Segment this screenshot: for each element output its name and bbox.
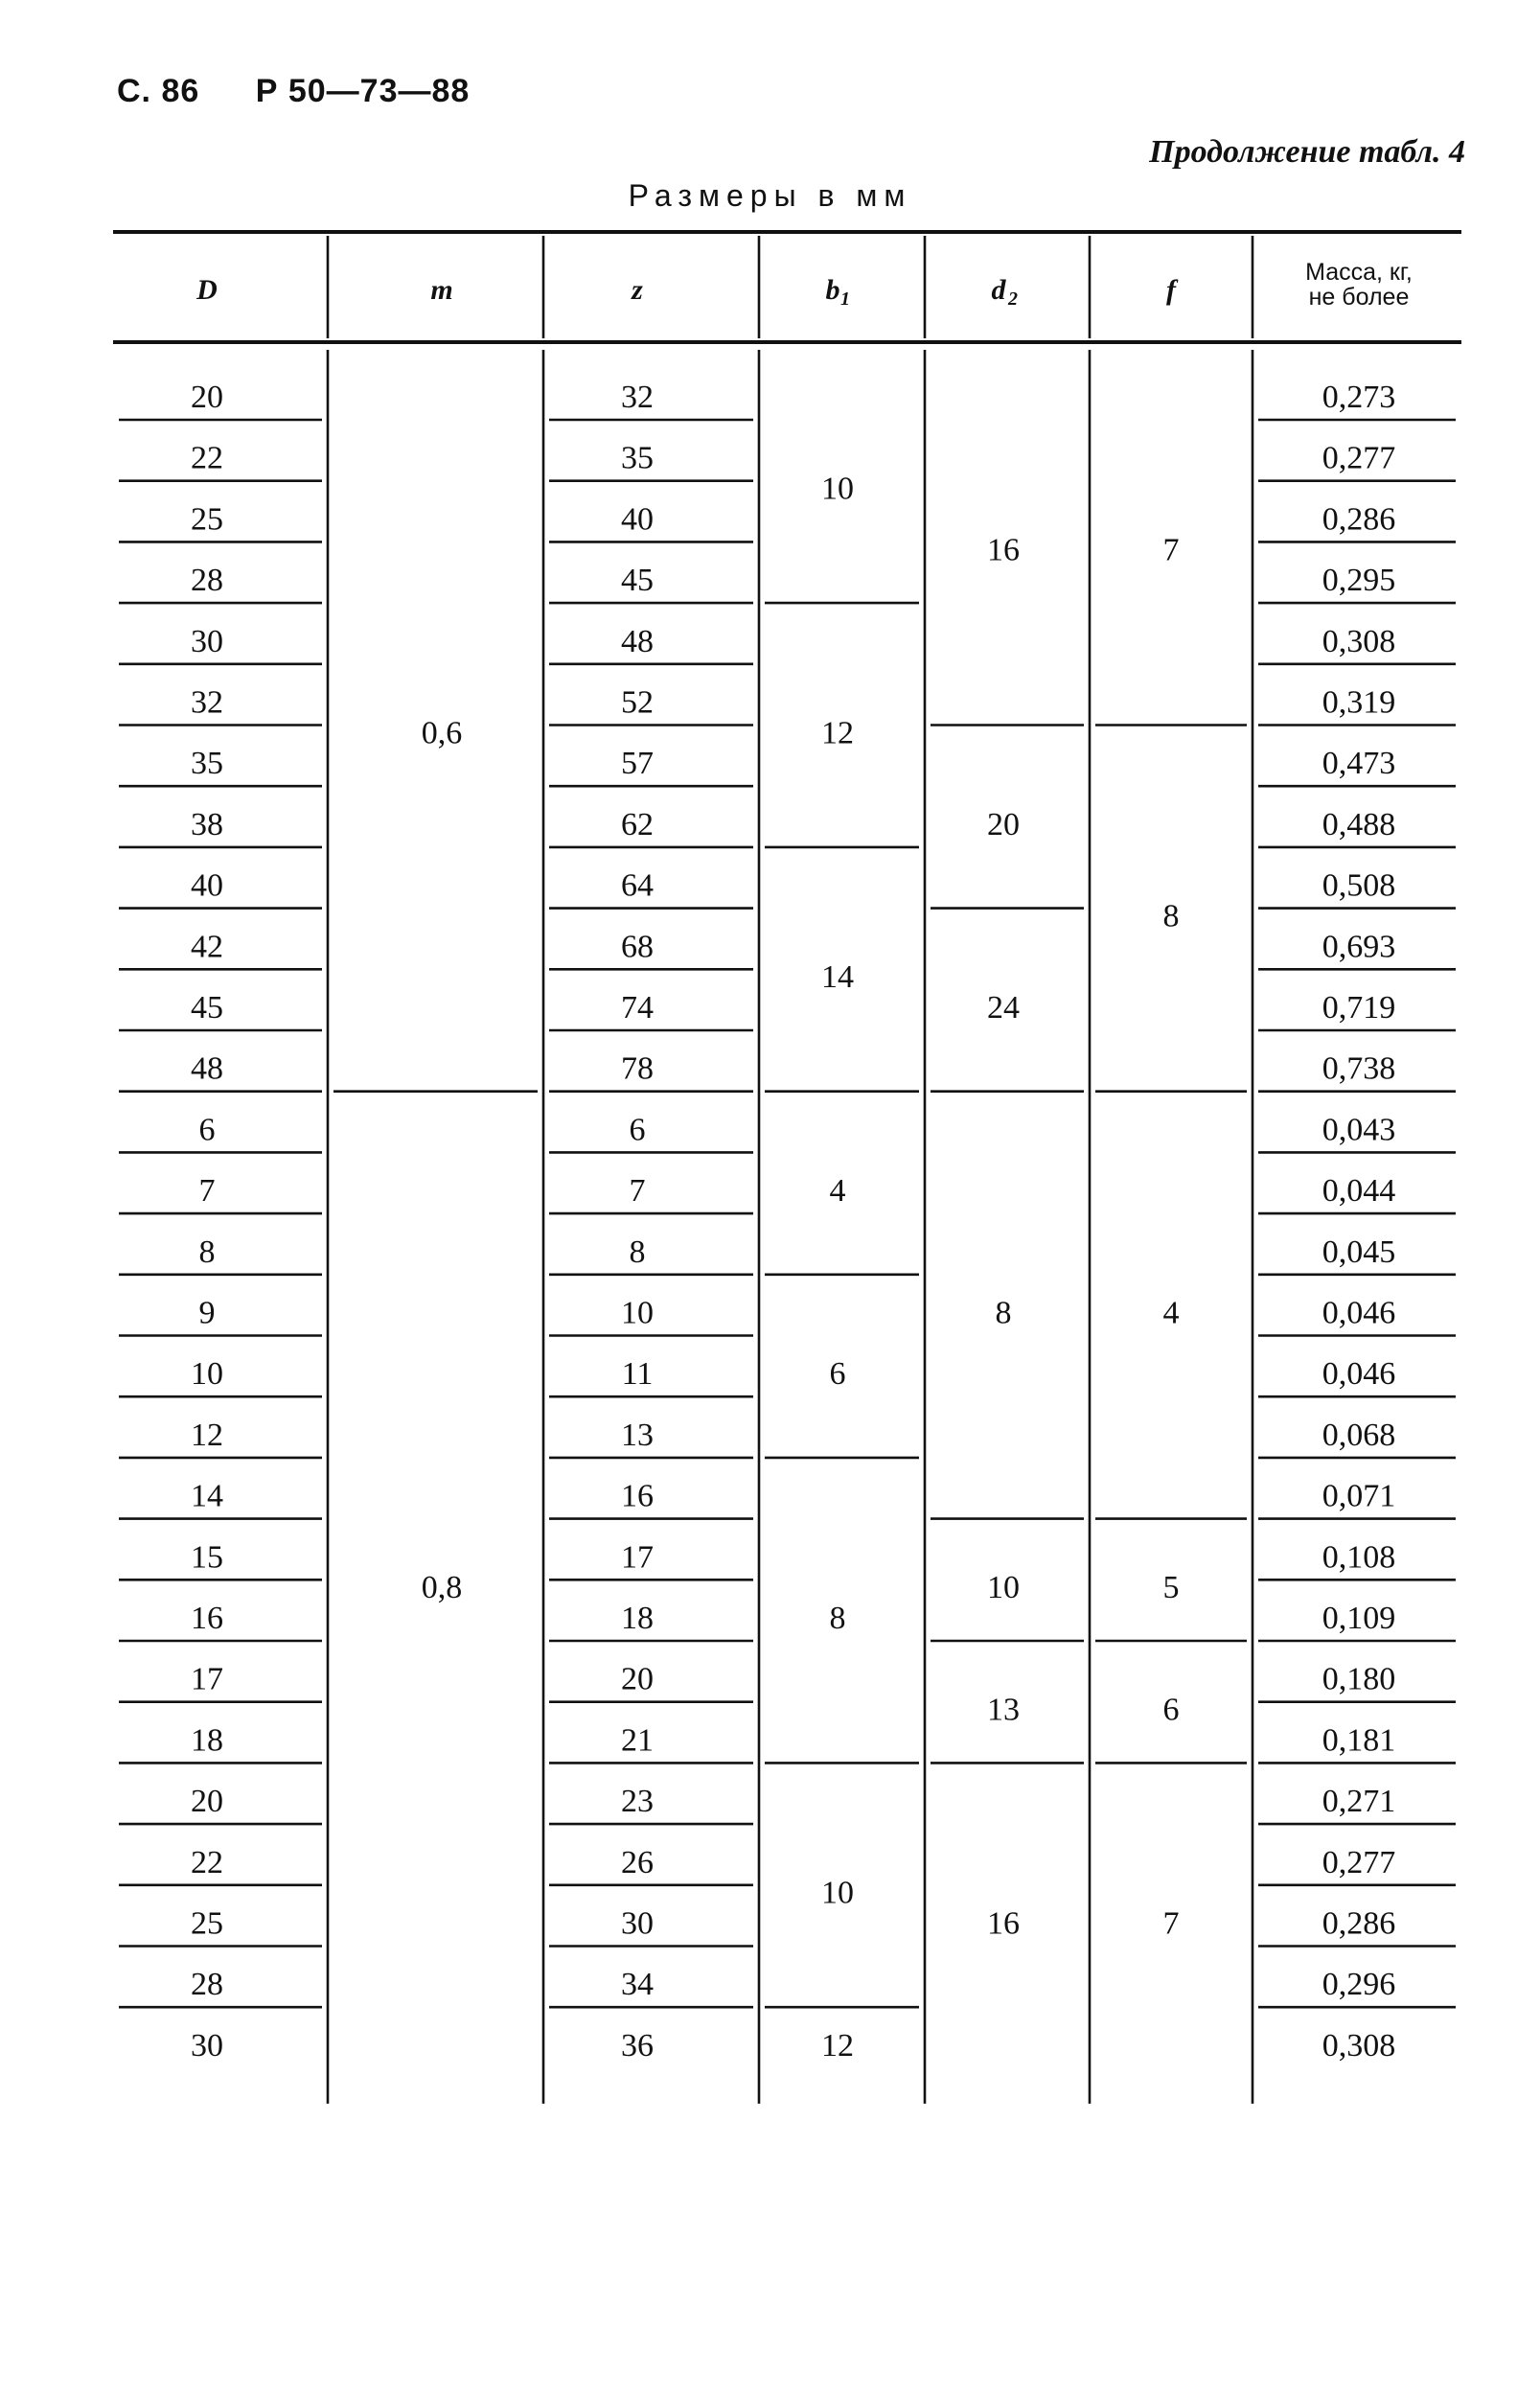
cell-b1: 10: [821, 1875, 854, 1911]
cell-z: 64: [621, 867, 654, 904]
cell-z: 78: [621, 1050, 654, 1087]
cell-d: 30: [191, 623, 223, 659]
cell-d: 42: [191, 929, 223, 965]
cell-d: 28: [191, 563, 223, 599]
header-mass-line2: не более: [1308, 284, 1410, 311]
cell-z: 20: [621, 1661, 654, 1697]
cell-mass: 0,508: [1322, 867, 1396, 904]
cell-z: 62: [621, 806, 654, 842]
cell-d: 12: [191, 1417, 223, 1453]
cell-d: 32: [191, 684, 223, 721]
cell-f: 7: [1162, 1905, 1180, 1942]
cell-d2: 24: [987, 990, 1020, 1026]
cell-d: 6: [198, 1112, 216, 1148]
cell-mass: 0,045: [1322, 1234, 1396, 1270]
cell-d2: 10: [987, 1570, 1020, 1606]
header-d2-subscript: 2: [1008, 288, 1018, 310]
cell-mass: 0,273: [1322, 380, 1396, 415]
cell-z: 8: [629, 1234, 646, 1270]
cell-mass: 0,277: [1322, 440, 1396, 476]
cell-mass: 0,046: [1322, 1295, 1396, 1331]
cell-d: 8: [198, 1234, 216, 1270]
page-number: С. 86: [117, 73, 200, 109]
header-m: m: [430, 274, 453, 306]
cell-d: 16: [191, 1601, 223, 1636]
cell-z: 18: [621, 1601, 654, 1636]
cell-mass: 0,488: [1322, 806, 1396, 842]
cell-m: 0,8: [421, 1570, 463, 1606]
cell-d: 22: [191, 440, 223, 476]
cell-z: 74: [621, 990, 654, 1026]
cell-z: 40: [621, 501, 654, 538]
header-f: f: [1166, 274, 1176, 306]
cell-z: 10: [621, 1295, 654, 1331]
cell-mass: 0,271: [1322, 1784, 1396, 1820]
cell-d2: 13: [987, 1692, 1020, 1728]
cell-z: 57: [621, 746, 654, 782]
cell-b1: 4: [829, 1173, 846, 1210]
cell-mass: 0,738: [1322, 1050, 1396, 1087]
cell-d: 20: [191, 380, 223, 415]
cell-d: 17: [191, 1661, 223, 1697]
cell-mass: 0,286: [1322, 1905, 1396, 1942]
cell-b1: 10: [821, 471, 854, 507]
cell-f: 5: [1162, 1570, 1180, 1606]
cell-d: 38: [191, 806, 223, 842]
cell-f: 8: [1162, 898, 1180, 934]
cell-b1: 12: [821, 715, 854, 751]
cell-d2: 16: [987, 1905, 1020, 1942]
cell-z: 16: [621, 1478, 654, 1514]
cell-b1: 6: [829, 1356, 846, 1393]
cell-d: 18: [191, 1722, 223, 1759]
cell-d2: 20: [987, 806, 1020, 842]
cell-m: 0,6: [421, 715, 463, 751]
cell-mass: 0,277: [1322, 1844, 1396, 1880]
cell-mass: 0,693: [1322, 929, 1396, 965]
cell-d: 45: [191, 990, 223, 1026]
cell-b1: 14: [821, 959, 854, 996]
cell-b1: 12: [821, 2027, 854, 2064]
cell-mass: 0,308: [1322, 2027, 1396, 2064]
cell-d2: 16: [987, 532, 1020, 568]
cell-f: 4: [1162, 1295, 1180, 1331]
cell-mass: 0,044: [1322, 1173, 1396, 1210]
cell-f: 6: [1162, 1692, 1180, 1728]
header-mass-line1: Масса, кг,: [1305, 259, 1413, 286]
cell-z: 17: [621, 1539, 654, 1576]
cell-d: 14: [191, 1478, 223, 1514]
cell-mass: 0,308: [1322, 623, 1396, 659]
cell-z: 32: [621, 380, 654, 415]
cell-d: 30: [191, 2027, 223, 2064]
cell-d: 15: [191, 1539, 223, 1576]
cell-mass: 0,286: [1322, 501, 1396, 538]
cell-mass: 0,296: [1322, 1967, 1396, 2003]
cell-mass: 0,180: [1322, 1661, 1396, 1697]
cell-d2: 8: [995, 1295, 1012, 1331]
cell-d: 20: [191, 1784, 223, 1820]
cell-z: 23: [621, 1784, 654, 1820]
cell-f: 7: [1162, 532, 1180, 568]
cell-mass: 0,068: [1322, 1417, 1396, 1453]
cell-z: 13: [621, 1417, 654, 1453]
cell-z: 11: [621, 1356, 654, 1393]
table-continuation-label: Продолжение табл. 4: [1149, 134, 1465, 170]
cell-mass: 0,109: [1322, 1601, 1396, 1636]
cell-mass: 0,295: [1322, 563, 1396, 599]
cell-d: 22: [191, 1844, 223, 1880]
cell-d: 10: [191, 1356, 223, 1393]
cell-d: 25: [191, 501, 223, 538]
cell-z: 6: [629, 1112, 646, 1148]
cell-d: 48: [191, 1050, 223, 1087]
cell-z: 45: [621, 563, 654, 599]
cell-z: 7: [629, 1173, 646, 1210]
cell-z: 35: [621, 440, 654, 476]
cell-z: 26: [621, 1844, 654, 1880]
cell-mass: 0,473: [1322, 746, 1396, 782]
cell-b1: 8: [829, 1601, 846, 1636]
cell-d: 35: [191, 746, 223, 782]
header-d: D: [196, 274, 218, 306]
header-d2: d: [991, 274, 1006, 306]
header-z: z: [632, 274, 643, 306]
cell-d: 25: [191, 1905, 223, 1942]
cell-d: 40: [191, 867, 223, 904]
standard-code: Р 50—73—88: [255, 73, 471, 109]
cell-mass: 0,181: [1322, 1722, 1396, 1759]
cell-z: 68: [621, 929, 654, 965]
cell-d: 28: [191, 1967, 223, 2003]
cell-mass: 0,046: [1322, 1356, 1396, 1393]
cell-mass: 0,319: [1322, 684, 1396, 721]
cell-z: 52: [621, 684, 654, 721]
table-units-caption: Размеры в мм: [628, 178, 912, 213]
cell-d: 9: [198, 1295, 216, 1331]
header-b1-subscript: 1: [840, 288, 850, 310]
cell-d: 7: [198, 1173, 216, 1210]
header-b1: b: [825, 274, 840, 306]
cell-mass: 0,071: [1322, 1478, 1396, 1514]
cell-mass: 0,108: [1322, 1539, 1396, 1576]
cell-z: 21: [621, 1722, 654, 1759]
cell-z: 30: [621, 1905, 654, 1942]
cell-z: 36: [621, 2027, 654, 2064]
cell-mass: 0,043: [1322, 1112, 1396, 1148]
cell-z: 34: [621, 1967, 654, 2003]
cell-z: 48: [621, 623, 654, 659]
cell-mass: 0,719: [1322, 990, 1396, 1026]
